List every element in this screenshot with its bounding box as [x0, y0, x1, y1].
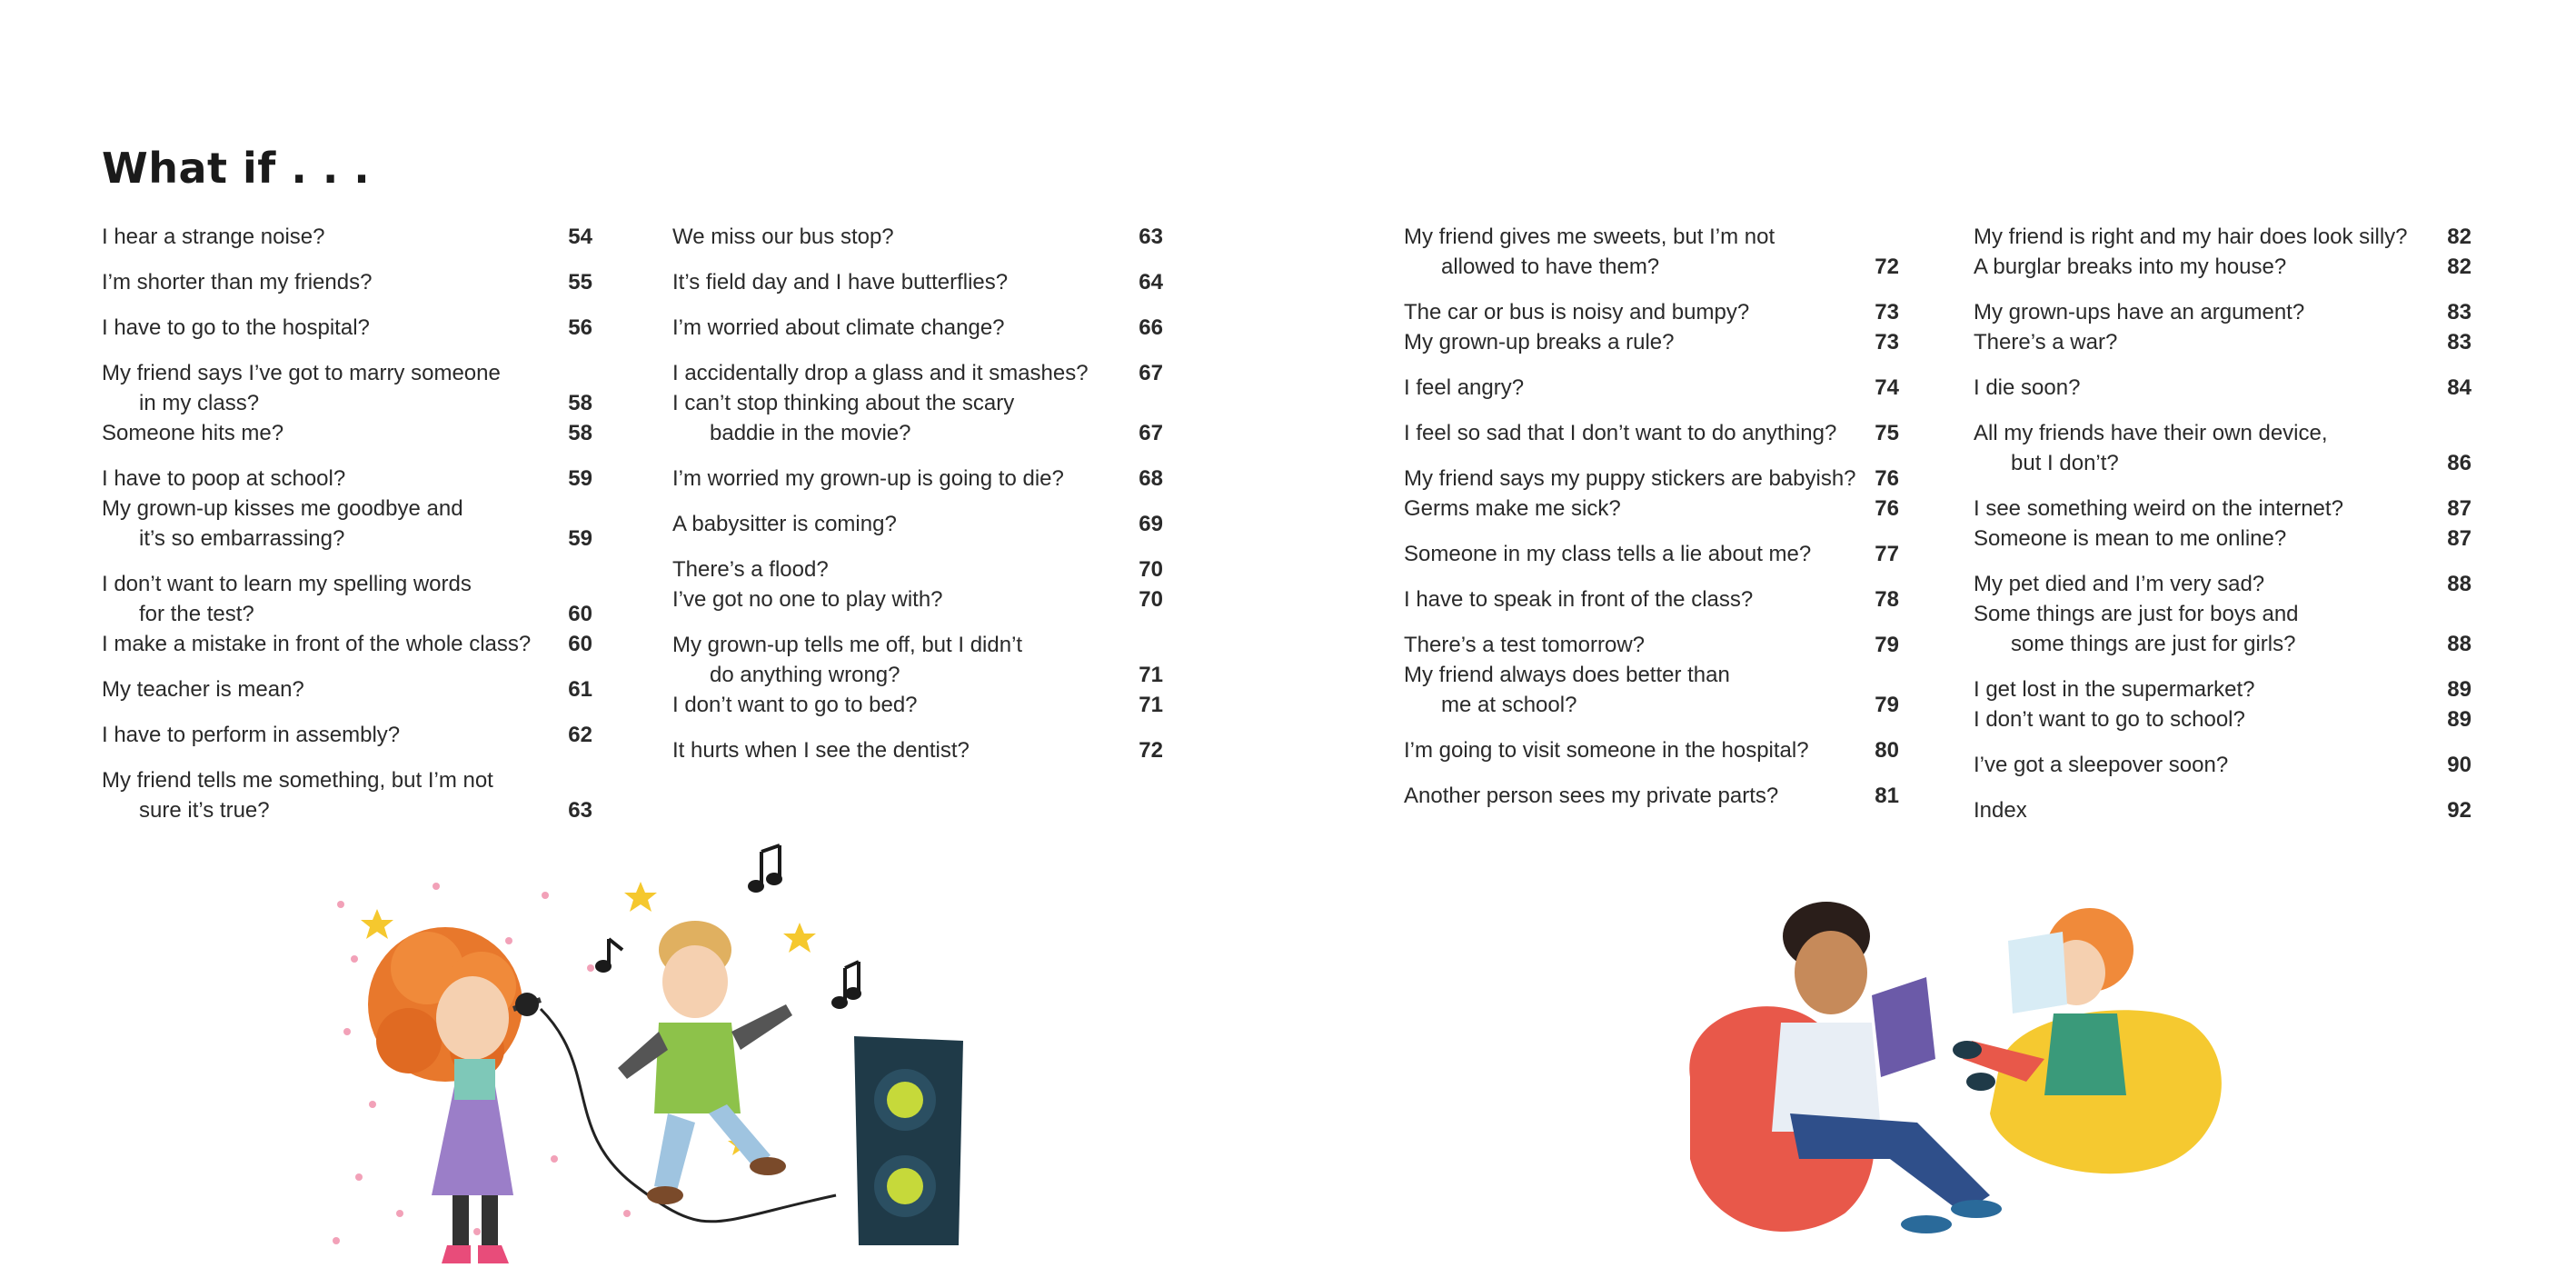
reading-kids-illustration: [1663, 886, 2244, 1250]
toc-line: [1974, 252, 2472, 282]
toc-page-number: 59: [568, 526, 592, 551]
toc-entry-text: some things are just for girls?: [2011, 632, 2296, 656]
toc-page-number: 71: [1139, 663, 1163, 687]
toc-page-number: 83: [2447, 300, 2472, 324]
toc-entry-group: [1974, 373, 2472, 403]
toc-line: [102, 418, 592, 448]
toc-entry-text: My friend gives me sweets, but I’m not: [1404, 225, 1775, 249]
toc-page-number: 67: [1139, 361, 1163, 385]
toc-entry-text: All my friends have their own device,: [1974, 421, 2328, 445]
toc-entry-text: I make a mistake in front of the whole class?: [102, 632, 532, 656]
toc-page-number: 82: [2447, 225, 2472, 249]
toc-entry-group: [1404, 630, 1899, 720]
toc-entry-text: I’m shorter than my friends?: [102, 270, 373, 295]
toc-line: [1404, 735, 1899, 765]
toc-page-number: 89: [2447, 677, 2472, 702]
toc-page-number: 62: [568, 723, 592, 747]
toc-page-number: 63: [568, 798, 592, 823]
toc-page-number: 58: [568, 421, 592, 445]
toc-entry-group: [672, 222, 1163, 252]
toc-column-4: [1974, 222, 2472, 841]
toc-entry-group: [1404, 222, 1899, 282]
toc-page-number: 66: [1139, 315, 1163, 340]
toc-page-number: 70: [1139, 557, 1163, 582]
toc-column-1: [102, 222, 592, 841]
toc-column-2: [672, 222, 1163, 781]
toc-line: [102, 267, 592, 297]
toc-line: [1974, 795, 2472, 825]
toc-line: [1974, 448, 2472, 478]
toc-entry-text: There’s a test tomorrow?: [1404, 633, 1645, 657]
toc-line: [1404, 373, 1899, 403]
toc-entry-text: sure it’s true?: [139, 798, 270, 823]
toc-line: [672, 660, 1163, 690]
toc-entry-group: [1404, 539, 1899, 569]
toc-entry-text: There’s a war?: [1974, 330, 2118, 354]
toc-page-number: 75: [1875, 421, 1899, 445]
toc-entry-group: [672, 735, 1163, 765]
toc-page-number: 92: [2447, 798, 2472, 823]
toc-entry-text: A burglar breaks into my house?: [1974, 255, 2287, 279]
toc-line: [1404, 327, 1899, 357]
toc-entry-text: baddie in the movie?: [710, 421, 911, 445]
toc-entry-text: We miss our bus stop?: [672, 225, 894, 249]
toc-line: [672, 418, 1163, 448]
toc-line: [1404, 297, 1899, 327]
toc-entry-text: allowed to have them?: [1441, 255, 1660, 279]
toc-entry-group: [102, 222, 592, 252]
toc-entry-group: [672, 267, 1163, 297]
toc-entry-text: Someone is mean to me online?: [1974, 526, 2287, 551]
toc-page-number: 77: [1875, 542, 1899, 566]
toc-entry-text: Index: [1974, 798, 2027, 823]
toc-entry-text: I’m going to visit someone in the hospital?: [1404, 738, 1809, 763]
toc-line: [102, 674, 592, 704]
toc-entry-text: Germs make me sick?: [1404, 496, 1621, 521]
toc-entry-text: I don’t want to go to school?: [1974, 707, 2245, 732]
toc-line: [1974, 297, 2472, 327]
toc-page-number: 72: [1875, 255, 1899, 279]
toc-entry-text: A babysitter is coming?: [672, 512, 897, 536]
toc-entry-group: [1404, 297, 1899, 357]
toc-entry-text: I don’t want to go to bed?: [672, 693, 918, 717]
toc-entry-text: My friend says I’ve got to marry someone: [102, 361, 501, 385]
toc-line: [1404, 781, 1899, 811]
toc-line: [1404, 690, 1899, 720]
toc-entry-group: [1974, 569, 2472, 659]
toc-line: [672, 584, 1163, 614]
toc-line: [1404, 584, 1899, 614]
singing-girl: [368, 927, 836, 1263]
toc-page-number: 58: [568, 391, 592, 415]
toc-entry-group: [102, 313, 592, 343]
toc-line: [102, 720, 592, 750]
toc-page-number: 88: [2447, 632, 2472, 656]
toc-entry-text: I’m worried my grown-up is going to die?: [672, 466, 1064, 491]
toc-line: [672, 267, 1163, 297]
toc-entry-group: [1974, 297, 2472, 357]
toc-page-number: 59: [568, 466, 592, 491]
toc-entry-text: I feel angry?: [1404, 375, 1525, 400]
toc-entry-text: My teacher is mean?: [102, 677, 304, 702]
toc-entry-text: me at school?: [1441, 693, 1577, 717]
toc-line: [1974, 569, 2472, 599]
toc-entry-text: My grown-ups have an argument?: [1974, 300, 2305, 324]
toc-line: [1974, 704, 2472, 734]
toc-entry-group: [102, 720, 592, 750]
toc-entry-text: but I don’t?: [2011, 451, 2119, 475]
toc-entry-group: [672, 554, 1163, 614]
toc-entry-text: I’m worried about climate change?: [672, 315, 1005, 340]
toc-entry-text: I’ve got no one to play with?: [672, 587, 943, 612]
toc-entry-text: I die soon?: [1974, 375, 2081, 400]
toc-entry-group: [672, 630, 1163, 720]
toc-line: [1974, 494, 2472, 524]
toc-entry-group: [672, 509, 1163, 539]
toc-page-number: 90: [2447, 753, 2472, 777]
toc-line: [1404, 252, 1899, 282]
toc-page-number: 61: [568, 677, 592, 702]
toc-entry-text: it’s so embarrassing?: [139, 526, 345, 551]
toc-entry-text: in my class?: [139, 391, 260, 415]
toc-entry-text: There’s a flood?: [672, 557, 829, 582]
toc-entry-text: I’ve got a sleepover soon?: [1974, 753, 2229, 777]
toc-entry-group: [1974, 418, 2472, 478]
toc-line: [102, 358, 592, 388]
toc-entry-group: [1404, 418, 1899, 448]
toc-entry-group: [1404, 464, 1899, 524]
toc-line: [1974, 418, 2472, 448]
toc-entry-text: My friend says my puppy stickers are babyish?: [1404, 466, 1856, 491]
toc-page-number: 81: [1875, 784, 1899, 808]
toc-line: [102, 765, 592, 795]
toc-line: [1974, 599, 2472, 629]
toc-entry-text: I have to poop at school?: [102, 466, 346, 491]
toc-entry-group: [1974, 494, 2472, 554]
toc-entry-text: I have to perform in assembly?: [102, 723, 401, 747]
toc-page-number: 64: [1139, 270, 1163, 295]
page-title: What if . . .: [102, 144, 371, 193]
toc-entry-group: [1974, 674, 2472, 734]
toc-line: [1974, 524, 2472, 554]
toc-line: [102, 569, 592, 599]
toc-line: [102, 524, 592, 554]
toc-entry-text: My friend is right and my hair does look silly?: [1974, 225, 2408, 249]
toc-page-number: 60: [568, 632, 592, 656]
toc-line: [102, 222, 592, 252]
toc-line: [1974, 629, 2472, 659]
toc-entry-text: I accidentally drop a glass and it smashes?: [672, 361, 1089, 385]
singing-dancing-illustration: [327, 832, 981, 1268]
toc-page-number: 76: [1875, 466, 1899, 491]
speaker-icon: [854, 1036, 963, 1245]
toc-line: [1404, 464, 1899, 494]
toc-entry-group: [102, 674, 592, 704]
toc-line: [1404, 494, 1899, 524]
toc-line: [102, 464, 592, 494]
toc-line: [102, 795, 592, 825]
toc-page-number: 67: [1139, 421, 1163, 445]
toc-page-number: 82: [2447, 255, 2472, 279]
toc-page-number: 89: [2447, 707, 2472, 732]
toc-entry-group: [102, 569, 592, 659]
toc-line: [672, 313, 1163, 343]
toc-entry-group: [1404, 373, 1899, 403]
toc-line: [672, 358, 1163, 388]
toc-entry-text: I get lost in the supermarket?: [1974, 677, 2255, 702]
toc-entry-text: I can’t stop thinking about the scary: [672, 391, 1015, 415]
toc-page-number: 55: [568, 270, 592, 295]
toc-page-number: 88: [2447, 572, 2472, 596]
toc-page-number: 79: [1875, 633, 1899, 657]
toc-entry-group: [102, 358, 592, 448]
toc-line: [102, 388, 592, 418]
toc-line: [102, 494, 592, 524]
toc-page-number: 83: [2447, 330, 2472, 354]
toc-entry-group: [672, 358, 1163, 448]
toc-entry-group: [1974, 750, 2472, 780]
toc-entry-group: [1404, 781, 1899, 811]
toc-page-number: 70: [1139, 587, 1163, 612]
toc-entry-text: I have to go to the hospital?: [102, 315, 370, 340]
toc-entry-text: I see something weird on the internet?: [1974, 496, 2343, 521]
toc-entry-group: [1404, 735, 1899, 765]
toc-entry-text: My pet died and I’m very sad?: [1974, 572, 2265, 596]
toc-entry-text: It hurts when I see the dentist?: [672, 738, 970, 763]
toc-entry-text: It’s field day and I have butterflies?: [672, 270, 1009, 295]
toc-line: [672, 630, 1163, 660]
toc-line: [672, 388, 1163, 418]
toc-page-number: 76: [1875, 496, 1899, 521]
toc-entry-text: Someone in my class tells a lie about me?: [1404, 542, 1812, 566]
toc-entry-text: Someone hits me?: [102, 421, 284, 445]
toc-entry-text: My grown-up kisses me goodbye and: [102, 496, 463, 521]
toc-line: [1974, 750, 2472, 780]
toc-entry-text: for the test?: [139, 602, 254, 626]
toc-line: [102, 599, 592, 629]
toc-entry-text: My friend tells me something, but I’m not: [102, 768, 493, 793]
toc-page-number: 56: [568, 315, 592, 340]
toc-column-3: [1404, 222, 1899, 826]
dancing-boy: [618, 921, 792, 1204]
toc-line: [1404, 660, 1899, 690]
toc-line: [672, 554, 1163, 584]
toc-line: [672, 509, 1163, 539]
toc-entry-group: [102, 765, 592, 825]
toc-page-number: 80: [1875, 738, 1899, 763]
toc-page-number: 54: [568, 225, 592, 249]
toc-line: [1974, 222, 2472, 252]
toc-line: [1404, 418, 1899, 448]
toc-page-number: 87: [2447, 526, 2472, 551]
toc-page-number: 74: [1875, 375, 1899, 400]
toc-entry-group: [672, 464, 1163, 494]
toc-page-number: 72: [1139, 738, 1163, 763]
toc-line: [102, 313, 592, 343]
toc-entry-text: I feel so sad that I don’t want to do anything?: [1404, 421, 1837, 445]
toc-entry-text: Some things are just for boys and: [1974, 602, 2299, 626]
toc-page-number: 84: [2447, 375, 2472, 400]
toc-line: [672, 464, 1163, 494]
toc-entry-text: My grown-up tells me off, but I didn’t: [672, 633, 1023, 657]
toc-page-number: 78: [1875, 587, 1899, 612]
toc-line: [672, 690, 1163, 720]
toc-entry-group: [672, 313, 1163, 343]
toc-page-number: 73: [1875, 330, 1899, 354]
toc-entry-text: do anything wrong?: [710, 663, 900, 687]
toc-page-number: 69: [1139, 512, 1163, 536]
toc-entry-text: I hear a strange noise?: [102, 225, 325, 249]
toc-entry-text: I don’t want to learn my spelling words: [102, 572, 472, 596]
toc-entry-group: [1404, 584, 1899, 614]
toc-page-number: 60: [568, 602, 592, 626]
toc-entry-group: [1974, 795, 2472, 825]
toc-line: [672, 222, 1163, 252]
toc-page-number: 68: [1139, 466, 1163, 491]
toc-entry-group: [102, 464, 592, 554]
toc-entry-group: [1974, 222, 2472, 282]
toc-line: [1404, 539, 1899, 569]
toc-page-number: 86: [2447, 451, 2472, 475]
toc-line: [672, 735, 1163, 765]
toc-entry-text: My friend always does better than: [1404, 663, 1730, 687]
toc-page-number: 73: [1875, 300, 1899, 324]
toc-line: [102, 629, 592, 659]
toc-page-number: 79: [1875, 693, 1899, 717]
toc-entry-text: The car or bus is noisy and bumpy?: [1404, 300, 1750, 324]
toc-line: [1974, 674, 2472, 704]
toc-entry-group: [102, 267, 592, 297]
toc-entry-text: My grown-up breaks a rule?: [1404, 330, 1675, 354]
toc-line: [1404, 630, 1899, 660]
toc-entry-text: Another person sees my private parts?: [1404, 784, 1779, 808]
toc-line: [1974, 327, 2472, 357]
music-note-icons: [597, 845, 860, 1007]
toc-line: [1404, 222, 1899, 252]
toc-page-number: 87: [2447, 496, 2472, 521]
toc-entry-text: I have to speak in front of the class?: [1404, 587, 1754, 612]
toc-page-number: 71: [1139, 693, 1163, 717]
toc-page-number: 63: [1139, 225, 1163, 249]
toc-line: [1974, 373, 2472, 403]
